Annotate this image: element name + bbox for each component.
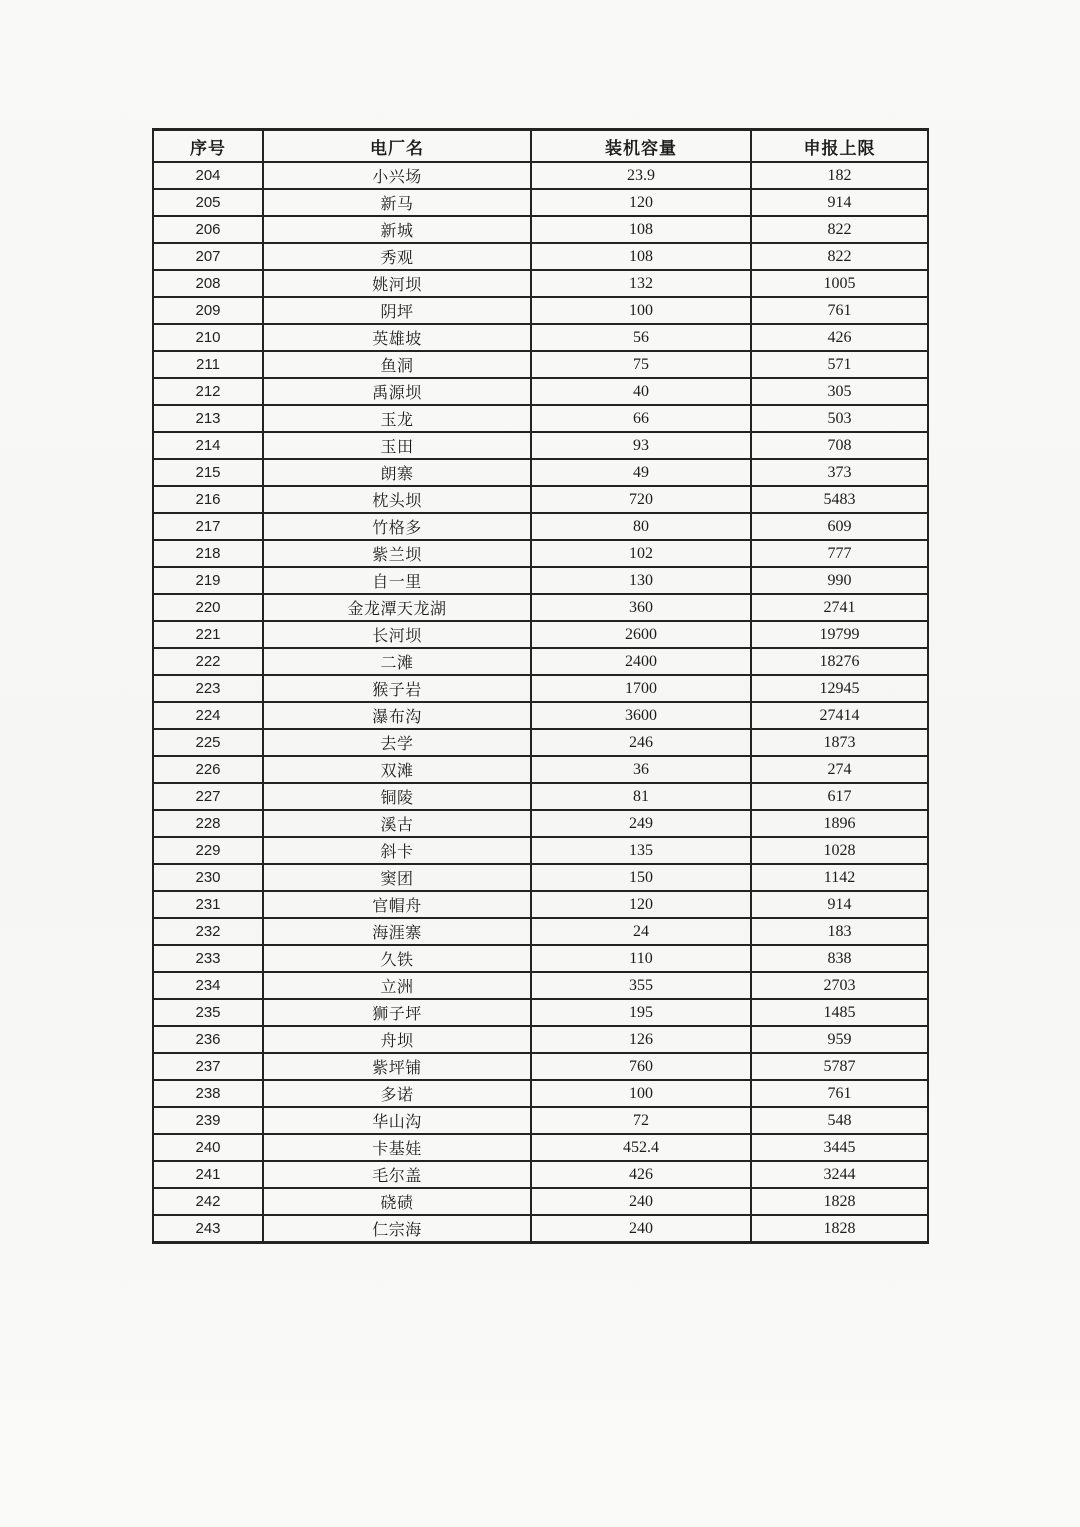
- cell-serial: 233: [153, 945, 263, 972]
- cell-plant-name: 秀观: [263, 243, 531, 270]
- table-row: [153, 999, 928, 1026]
- cell-installed-capacity: 110: [531, 945, 751, 972]
- cell-plant-name: 毛尔盖: [263, 1161, 531, 1188]
- cell-plant-name: 玉田: [263, 432, 531, 459]
- table-header-row: [153, 130, 928, 163]
- cell-installed-capacity: 102: [531, 540, 751, 567]
- cell-installed-capacity: 195: [531, 999, 751, 1026]
- cell-serial: 230: [153, 864, 263, 891]
- cell-serial: 213: [153, 405, 263, 432]
- table-row: [153, 270, 928, 297]
- table-row: [153, 945, 928, 972]
- table-row: [153, 783, 928, 810]
- cell-serial: 231: [153, 891, 263, 918]
- cell-installed-capacity: 132: [531, 270, 751, 297]
- cell-plant-name: 舟坝: [263, 1026, 531, 1053]
- cell-installed-capacity: 24: [531, 918, 751, 945]
- cell-plant-name: 仁宗海: [263, 1215, 531, 1243]
- table-row: [153, 1188, 928, 1215]
- cell-declaration-limit: 822: [751, 243, 928, 270]
- cell-serial: 228: [153, 810, 263, 837]
- cell-declaration-limit: 1028: [751, 837, 928, 864]
- table-row: [153, 513, 928, 540]
- cell-installed-capacity: 720: [531, 486, 751, 513]
- cell-serial: 237: [153, 1053, 263, 1080]
- cell-declaration-limit: 18276: [751, 648, 928, 675]
- cell-declaration-limit: 27414: [751, 702, 928, 729]
- cell-serial: 204: [153, 162, 263, 189]
- table-row: [153, 378, 928, 405]
- cell-installed-capacity: 249: [531, 810, 751, 837]
- cell-installed-capacity: 1700: [531, 675, 751, 702]
- table-row: [153, 756, 928, 783]
- cell-plant-name: 鱼洞: [263, 351, 531, 378]
- cell-declaration-limit: 5483: [751, 486, 928, 513]
- cell-installed-capacity: 72: [531, 1107, 751, 1134]
- cell-plant-name: 溪古: [263, 810, 531, 837]
- table-row: [153, 891, 928, 918]
- cell-serial: 220: [153, 594, 263, 621]
- cell-declaration-limit: 1896: [751, 810, 928, 837]
- table-row: [153, 486, 928, 513]
- cell-plant-name: 华山沟: [263, 1107, 531, 1134]
- cell-plant-name: 自一里: [263, 567, 531, 594]
- cell-declaration-limit: 822: [751, 216, 928, 243]
- cell-installed-capacity: 120: [531, 189, 751, 216]
- cell-installed-capacity: 100: [531, 1080, 751, 1107]
- table-row: [153, 567, 928, 594]
- cell-plant-name: 新城: [263, 216, 531, 243]
- table-row: [153, 243, 928, 270]
- table-row: [153, 675, 928, 702]
- table-row: [153, 1107, 928, 1134]
- table-row: [153, 351, 928, 378]
- cell-installed-capacity: 120: [531, 891, 751, 918]
- cell-declaration-limit: 708: [751, 432, 928, 459]
- cell-installed-capacity: 355: [531, 972, 751, 999]
- cell-plant-name: 新马: [263, 189, 531, 216]
- cell-declaration-limit: 2703: [751, 972, 928, 999]
- cell-declaration-limit: 19799: [751, 621, 928, 648]
- cell-installed-capacity: 75: [531, 351, 751, 378]
- cell-installed-capacity: 2400: [531, 648, 751, 675]
- cell-serial: 225: [153, 729, 263, 756]
- table-row: [153, 459, 928, 486]
- table-row: [153, 729, 928, 756]
- cell-serial: 232: [153, 918, 263, 945]
- cell-plant-name: 久铁: [263, 945, 531, 972]
- cell-declaration-limit: 761: [751, 1080, 928, 1107]
- cell-plant-name: 双滩: [263, 756, 531, 783]
- cell-declaration-limit: 1873: [751, 729, 928, 756]
- cell-serial: 214: [153, 432, 263, 459]
- table-row: [153, 1026, 928, 1053]
- cell-declaration-limit: 3445: [751, 1134, 928, 1161]
- cell-declaration-limit: 617: [751, 783, 928, 810]
- cell-installed-capacity: 150: [531, 864, 751, 891]
- cell-plant-name: 多诺: [263, 1080, 531, 1107]
- cell-declaration-limit: 1005: [751, 270, 928, 297]
- cell-serial: 207: [153, 243, 263, 270]
- cell-declaration-limit: 2741: [751, 594, 928, 621]
- cell-installed-capacity: 452.4: [531, 1134, 751, 1161]
- cell-serial: 217: [153, 513, 263, 540]
- cell-plant-name: 官帽舟: [263, 891, 531, 918]
- cell-declaration-limit: 761: [751, 297, 928, 324]
- cell-serial: 229: [153, 837, 263, 864]
- table-row: [153, 1215, 928, 1243]
- cell-declaration-limit: 571: [751, 351, 928, 378]
- cell-declaration-limit: 914: [751, 189, 928, 216]
- cell-serial: 222: [153, 648, 263, 675]
- header-plant-name: 电厂名: [263, 130, 531, 163]
- cell-installed-capacity: 240: [531, 1188, 751, 1215]
- cell-serial: 221: [153, 621, 263, 648]
- power-plant-table: [152, 128, 929, 1244]
- cell-installed-capacity: 2600: [531, 621, 751, 648]
- cell-serial: 234: [153, 972, 263, 999]
- cell-plant-name: 卡基娃: [263, 1134, 531, 1161]
- cell-installed-capacity: 360: [531, 594, 751, 621]
- cell-installed-capacity: 56: [531, 324, 751, 351]
- cell-installed-capacity: 246: [531, 729, 751, 756]
- cell-serial: 205: [153, 189, 263, 216]
- cell-installed-capacity: 40: [531, 378, 751, 405]
- cell-serial: 235: [153, 999, 263, 1026]
- cell-plant-name: 二滩: [263, 648, 531, 675]
- table-row: [153, 1161, 928, 1188]
- cell-installed-capacity: 23.9: [531, 162, 751, 189]
- cell-declaration-limit: 838: [751, 945, 928, 972]
- cell-installed-capacity: 100: [531, 297, 751, 324]
- cell-serial: 209: [153, 297, 263, 324]
- cell-declaration-limit: 3244: [751, 1161, 928, 1188]
- cell-declaration-limit: 548: [751, 1107, 928, 1134]
- cell-serial: 240: [153, 1134, 263, 1161]
- cell-plant-name: 姚河坝: [263, 270, 531, 297]
- cell-declaration-limit: 373: [751, 459, 928, 486]
- cell-installed-capacity: 126: [531, 1026, 751, 1053]
- table-header: [153, 130, 928, 163]
- cell-serial: 208: [153, 270, 263, 297]
- cell-plant-name: 紫坪铺: [263, 1053, 531, 1080]
- cell-declaration-limit: 1828: [751, 1215, 928, 1243]
- table-row: [153, 972, 928, 999]
- cell-plant-name: 铜陵: [263, 783, 531, 810]
- cell-declaration-limit: 990: [751, 567, 928, 594]
- table-row: [153, 702, 928, 729]
- cell-installed-capacity: 49: [531, 459, 751, 486]
- cell-installed-capacity: 3600: [531, 702, 751, 729]
- cell-installed-capacity: 426: [531, 1161, 751, 1188]
- table-row: [153, 621, 928, 648]
- cell-plant-name: 狮子坪: [263, 999, 531, 1026]
- table-row: [153, 216, 928, 243]
- cell-declaration-limit: 183: [751, 918, 928, 945]
- cell-installed-capacity: 108: [531, 243, 751, 270]
- table-row: [153, 540, 928, 567]
- cell-installed-capacity: 130: [531, 567, 751, 594]
- cell-installed-capacity: 93: [531, 432, 751, 459]
- cell-installed-capacity: 36: [531, 756, 751, 783]
- cell-serial: 223: [153, 675, 263, 702]
- cell-serial: 218: [153, 540, 263, 567]
- cell-declaration-limit: 274: [751, 756, 928, 783]
- table-row: [153, 837, 928, 864]
- cell-plant-name: 立洲: [263, 972, 531, 999]
- cell-plant-name: 小兴场: [263, 162, 531, 189]
- cell-installed-capacity: 66: [531, 405, 751, 432]
- cell-plant-name: 玉龙: [263, 405, 531, 432]
- cell-serial: 238: [153, 1080, 263, 1107]
- table-row: [153, 162, 928, 189]
- table-row: [153, 297, 928, 324]
- cell-declaration-limit: 12945: [751, 675, 928, 702]
- table-body: [153, 162, 928, 1243]
- cell-serial: 216: [153, 486, 263, 513]
- cell-declaration-limit: 914: [751, 891, 928, 918]
- cell-serial: 206: [153, 216, 263, 243]
- cell-serial: 215: [153, 459, 263, 486]
- cell-plant-name: 瀑布沟: [263, 702, 531, 729]
- cell-plant-name: 去学: [263, 729, 531, 756]
- table-row: [153, 918, 928, 945]
- table-row: [153, 1080, 928, 1107]
- cell-installed-capacity: 135: [531, 837, 751, 864]
- cell-plant-name: 阴坪: [263, 297, 531, 324]
- cell-plant-name: 硗碛: [263, 1188, 531, 1215]
- table-row: [153, 324, 928, 351]
- cell-serial: 242: [153, 1188, 263, 1215]
- cell-declaration-limit: 426: [751, 324, 928, 351]
- cell-serial: 241: [153, 1161, 263, 1188]
- cell-installed-capacity: 80: [531, 513, 751, 540]
- table-row: [153, 432, 928, 459]
- cell-installed-capacity: 81: [531, 783, 751, 810]
- table-row: [153, 189, 928, 216]
- cell-serial: 212: [153, 378, 263, 405]
- cell-declaration-limit: 777: [751, 540, 928, 567]
- cell-serial: 243: [153, 1215, 263, 1243]
- table-row: [153, 648, 928, 675]
- cell-plant-name: 金龙潭天龙湖: [263, 594, 531, 621]
- cell-serial: 211: [153, 351, 263, 378]
- header-declaration-limit: 申报上限: [751, 130, 928, 163]
- cell-declaration-limit: 959: [751, 1026, 928, 1053]
- cell-plant-name: 紫兰坝: [263, 540, 531, 567]
- table-row: [153, 1134, 928, 1161]
- cell-serial: 219: [153, 567, 263, 594]
- cell-plant-name: 海涯寨: [263, 918, 531, 945]
- cell-plant-name: 斜卡: [263, 837, 531, 864]
- cell-declaration-limit: 503: [751, 405, 928, 432]
- cell-declaration-limit: 1142: [751, 864, 928, 891]
- cell-plant-name: 枕头坝: [263, 486, 531, 513]
- cell-declaration-limit: 609: [751, 513, 928, 540]
- cell-plant-name: 朗寨: [263, 459, 531, 486]
- header-serial: 序号: [153, 130, 263, 163]
- cell-plant-name: 竹格多: [263, 513, 531, 540]
- cell-installed-capacity: 240: [531, 1215, 751, 1243]
- cell-serial: 239: [153, 1107, 263, 1134]
- cell-serial: 226: [153, 756, 263, 783]
- cell-serial: 224: [153, 702, 263, 729]
- table-row: [153, 405, 928, 432]
- cell-declaration-limit: 1485: [751, 999, 928, 1026]
- cell-plant-name: 禹源坝: [263, 378, 531, 405]
- cell-declaration-limit: 182: [751, 162, 928, 189]
- cell-serial: 227: [153, 783, 263, 810]
- table-row: [153, 810, 928, 837]
- cell-plant-name: 英雄坡: [263, 324, 531, 351]
- cell-declaration-limit: 305: [751, 378, 928, 405]
- cell-serial: 210: [153, 324, 263, 351]
- table-row: [153, 594, 928, 621]
- cell-declaration-limit: 5787: [751, 1053, 928, 1080]
- table-row: [153, 864, 928, 891]
- cell-serial: 236: [153, 1026, 263, 1053]
- cell-plant-name: 猴子岩: [263, 675, 531, 702]
- table-row: [153, 1053, 928, 1080]
- header-installed-capacity: 装机容量: [531, 130, 751, 163]
- cell-installed-capacity: 760: [531, 1053, 751, 1080]
- cell-declaration-limit: 1828: [751, 1188, 928, 1215]
- cell-plant-name: 窦团: [263, 864, 531, 891]
- cell-plant-name: 长河坝: [263, 621, 531, 648]
- cell-installed-capacity: 108: [531, 216, 751, 243]
